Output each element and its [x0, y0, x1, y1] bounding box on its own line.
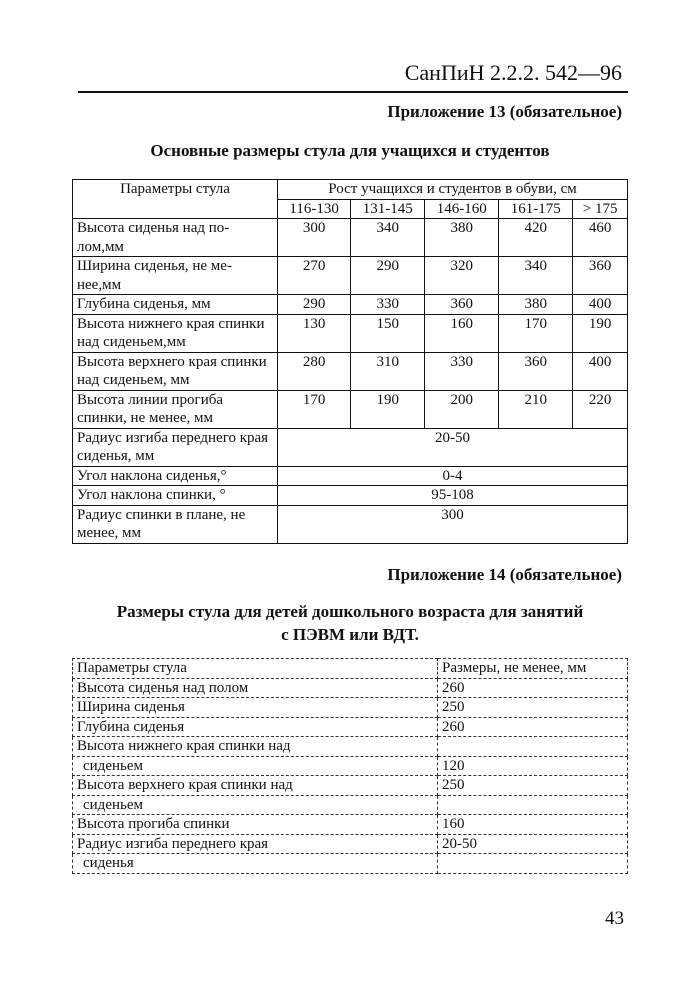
appendix-14-title-line2: с ПЭВМ или ВДТ. — [281, 625, 419, 644]
table-cell: 460 — [573, 219, 628, 257]
table-row — [73, 295, 628, 315]
table-row — [73, 854, 628, 874]
table-row — [73, 505, 628, 543]
chair-dimensions-table — [72, 179, 628, 544]
row-label: Радиус спинки в плане, не менее, мм — [73, 505, 278, 543]
row-label: Высота нижнего края спинки над сиденьем,мм — [73, 314, 278, 352]
table-row — [73, 795, 628, 815]
column-header: 116-130 — [278, 199, 351, 219]
row-label: Глубина сиденья — [73, 717, 438, 737]
table-cell: 380 — [499, 295, 573, 315]
column-header: Размеры, не менее, мм — [438, 659, 628, 679]
column-group-header: Рост учащихся и студентов в обуви, см — [278, 180, 628, 200]
row-label: Угол наклона сиденья,° — [73, 466, 278, 486]
row-label: Глубина сиденья, мм — [73, 295, 278, 315]
table-cell: 130 — [278, 314, 351, 352]
appendix-14-title-line1: Размеры стула для детей дошкольного возраста для занятий — [116, 602, 584, 621]
table-cell: 190 — [573, 314, 628, 352]
column-header: 161-175 — [499, 199, 573, 219]
table-cell: 400 — [573, 295, 628, 315]
table-cell — [438, 795, 628, 815]
table-row — [73, 466, 628, 486]
table-row — [73, 737, 628, 757]
table-cell: 330 — [425, 352, 499, 390]
header-rule — [78, 91, 628, 93]
table-cell: 250 — [438, 698, 628, 718]
table-cell: 300 — [278, 505, 628, 543]
table-cell: 160 — [425, 314, 499, 352]
column-header: Параметры стула — [73, 180, 278, 219]
document-header: СанПиН 2.2.2. 542—96 — [404, 60, 622, 85]
table-cell: 120 — [438, 756, 628, 776]
table-cell: 270 — [278, 257, 351, 295]
table-cell — [438, 854, 628, 874]
table-row — [73, 698, 628, 718]
column-header: 146-160 — [425, 199, 499, 219]
preschool-chair-table — [72, 658, 628, 874]
table-cell: 20-50 — [278, 428, 628, 466]
table-row — [73, 219, 628, 257]
row-label: Угол наклона спинки, ° — [73, 486, 278, 506]
table-header-row — [73, 180, 628, 200]
table-header-row — [73, 659, 628, 679]
row-label: Высота линии прогиба спинки, не менее, мм — [73, 390, 278, 428]
row-label: Радиус изгиба переднего края — [73, 834, 438, 854]
table-cell: 330 — [351, 295, 425, 315]
table-cell: 250 — [438, 776, 628, 796]
table-cell: 290 — [278, 295, 351, 315]
table-cell: 380 — [425, 219, 499, 257]
table-cell: 170 — [278, 390, 351, 428]
page-number: 43 — [605, 908, 624, 929]
table-cell: 340 — [351, 219, 425, 257]
row-label: сиденья — [73, 854, 438, 874]
table-row — [73, 756, 628, 776]
table-row — [73, 815, 628, 835]
table-cell: 360 — [573, 257, 628, 295]
row-label: Высота верхнего края спинки над сиденьем, мм — [73, 352, 278, 390]
table-row — [73, 486, 628, 506]
column-header: > 175 — [573, 199, 628, 219]
table-cell: 290 — [351, 257, 425, 295]
table-cell: 300 — [278, 219, 351, 257]
column-header: Параметры стула — [73, 659, 438, 679]
column-header: 131-145 — [351, 199, 425, 219]
row-label: Высота прогиба спинки — [73, 815, 438, 835]
row-label: Ширина сиденья — [73, 698, 438, 718]
row-label: Радиус изгиба переднего края сиденья, мм — [73, 428, 278, 466]
row-label: Ширина сиденья, не ме-нее,мм — [73, 257, 278, 295]
table-cell: 360 — [425, 295, 499, 315]
row-label: Высота сиденья над полом — [73, 678, 438, 698]
table-cell: 200 — [425, 390, 499, 428]
table-row — [73, 314, 628, 352]
table-cell: 0-4 — [278, 466, 628, 486]
table-cell: 260 — [438, 678, 628, 698]
table-row — [73, 390, 628, 428]
table-cell: 420 — [499, 219, 573, 257]
table-cell: 95-108 — [278, 486, 628, 506]
table-cell: 160 — [438, 815, 628, 835]
table-cell — [438, 737, 628, 757]
table-row — [73, 428, 628, 466]
table-cell: 170 — [499, 314, 573, 352]
table-row — [73, 352, 628, 390]
table-cell: 20-50 — [438, 834, 628, 854]
table-cell: 260 — [438, 717, 628, 737]
table-cell: 310 — [351, 352, 425, 390]
row-label: Высота верхнего края спинки над — [73, 776, 438, 796]
appendix-13-label: Приложение 13 (обязательное) — [387, 102, 622, 121]
table-cell: 280 — [278, 352, 351, 390]
table-cell: 210 — [499, 390, 573, 428]
table-cell: 220 — [573, 390, 628, 428]
table-cell: 360 — [499, 352, 573, 390]
table-cell: 340 — [499, 257, 573, 295]
table-row — [73, 678, 628, 698]
table-row — [73, 257, 628, 295]
table-cell: 320 — [425, 257, 499, 295]
table-cell: 150 — [351, 314, 425, 352]
table-row — [73, 776, 628, 796]
row-label: сиденьем — [73, 795, 438, 815]
appendix-13-title: Основные размеры стула для учащихся и студентов — [150, 141, 550, 160]
table-cell: 190 — [351, 390, 425, 428]
table-cell: 400 — [573, 352, 628, 390]
row-label: Высота нижнего края спинки над — [73, 737, 438, 757]
row-label: Высота сиденья над по-лом,мм — [73, 219, 278, 257]
appendix-14-label: Приложение 14 (обязательное) — [387, 565, 622, 584]
row-label: сиденьем — [73, 756, 438, 776]
table-row — [73, 834, 628, 854]
table-row — [73, 717, 628, 737]
